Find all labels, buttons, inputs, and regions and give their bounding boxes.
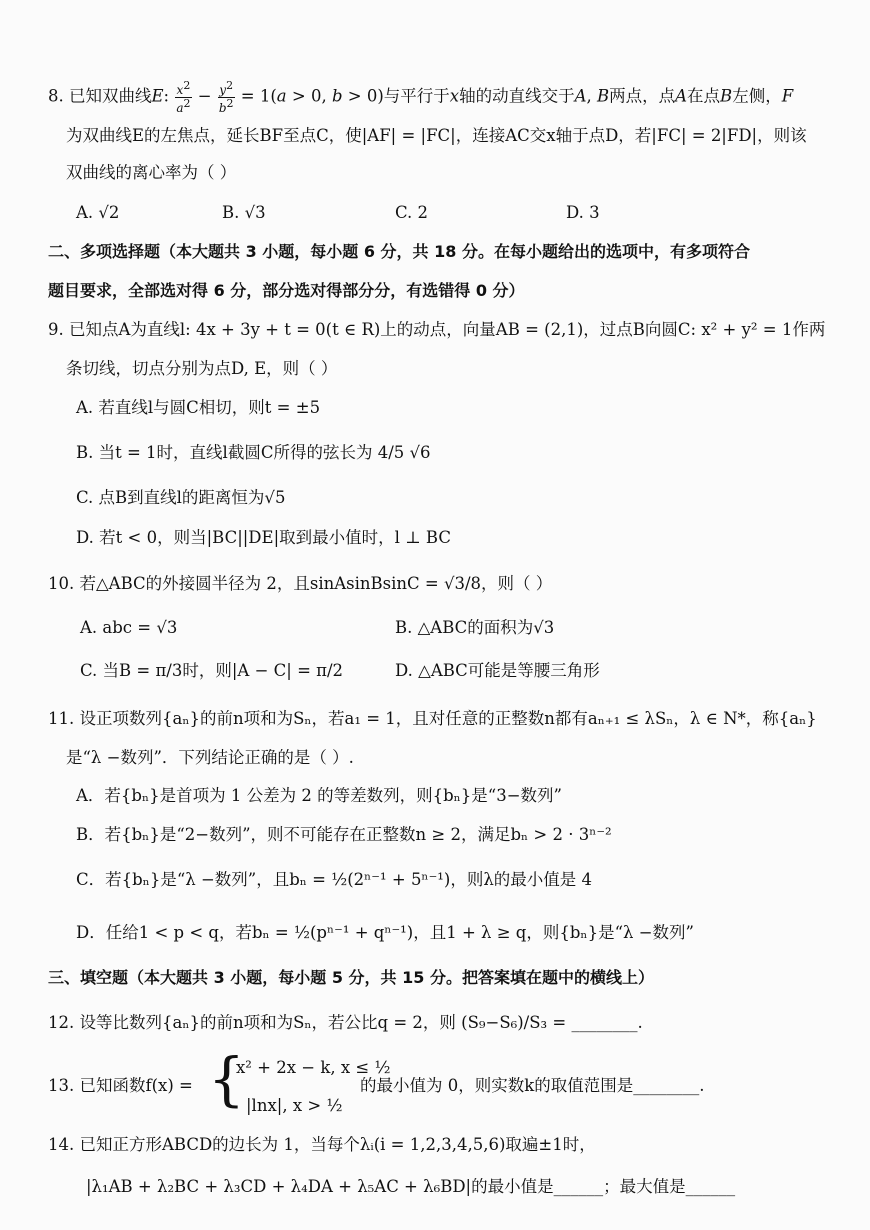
- q8-option-d: D. 3: [566, 203, 600, 222]
- q10-option-c: C. 当B = π/3时，则|A − C| = π/2: [80, 661, 344, 680]
- q12-line1: 12. 设等比数列{aₙ}的前n项和为Sₙ，若公比q = 2，则 (S₉−S₆)/S₃ = ________.: [48, 1013, 643, 1032]
- q8-option-c: C. 2: [395, 203, 429, 222]
- q10-option-d: D. △ABC可能是等腰三角形: [395, 661, 600, 680]
- q11-option-a: A．若{bₙ}是首项为 1 公差为 2 的等差数列，则{bₙ}是“3−数列”: [76, 786, 562, 805]
- q14-line2: |λ₁AB + λ₂BC + λ₃CD + λ₄DA + λ₅AC + λ₆BD|的最小值是______；最大值是______: [86, 1177, 736, 1196]
- q8-stem-start: 8. 已知双曲线: [48, 86, 152, 106]
- q9-option-a: A. 若直线l与圆C相切，则t = ±5: [76, 398, 321, 417]
- q8-line2: 为双曲线E的左焦点，延长BF至点C，使|AF| = |FC|，连接AC交x轴于点D，若|FC| = 2|FD|，则该: [66, 126, 807, 145]
- q11-option-d: D．任给1 < p < q，若bₙ = ½(pⁿ⁻¹ + qⁿ⁻¹)，且1 + λ ≥ q，则{bₙ}是“λ −数列”: [76, 923, 694, 942]
- section2-heading-line1: 二、多项选择题（本大题共 3 小题，每小题 6 分，共 18 分。在每小题给出的选项中，有多项符合: [48, 242, 750, 261]
- section2-heading-line2: 题目要求，全部选对得 6 分，部分选对得部分分，有选错得 0 分）: [48, 281, 525, 300]
- q8-line3: 双曲线的离心率为（ ）: [66, 163, 237, 182]
- q13-brace: {: [208, 1045, 245, 1113]
- q8-option-a: A. √2: [76, 203, 120, 222]
- section3-heading: 三、填空题（本大题共 3 小题，每小题 5 分，共 15 分。把答案填在题中的横线上）: [48, 968, 654, 987]
- q9-line2: 条切线，切点分别为点D, E，则（ ）: [66, 359, 338, 378]
- q8-line1: 8. 已知双曲线E: $\frac{x^2}{a^2}$ − $\frac{y^2}{b^2}$ = 1(a > 0, b > 0)与平行于x轴的动直线交于A, B两点，点A在点B左侧，F: [48, 79, 794, 115]
- q10-option-a: A. abc = √3: [80, 618, 178, 637]
- q13-case1: x² + 2x − k, x ≤ ½: [236, 1058, 391, 1077]
- q13-tail: 的最小值为 0，则实数k的取值范围是________.: [360, 1076, 705, 1095]
- q9-option-d: D. 若t < 0，则当|BC||DE|取到最小值时，l ⊥ BC: [76, 528, 451, 547]
- q9-option-b: B. 当t = 1时，直线l截圆C所得的弦长为 4/5 √6: [76, 443, 431, 462]
- q10-line1: 10. 若△ABC的外接圆半径为 2，且sinAsinBsinC = √3/8，则（ ）: [48, 574, 553, 593]
- q9-line1: 9. 已知点A为直线l: 4x + 3y + t = 0(t ∈ R)上的动点，向量AB = (2,1)，过点B向圆C: x² + y² = 1作两: [48, 320, 826, 339]
- q11-option-b: B．若{bₙ}是“2−数列”，则不可能存在正整数n ≥ 2，满足bₙ > 2 · 3ⁿ⁻²: [76, 825, 612, 844]
- q9-option-c: C. 点B到直线l的距离恒为√5: [76, 488, 286, 507]
- q14-line1: 14. 已知正方形ABCD的边长为 1，当每个λᵢ(i = 1,2,3,4,5,6)取遍±1时，: [48, 1135, 596, 1154]
- q11-line1: 11. 设正项数列{aₙ}的前n项和为Sₙ，若a₁ = 1，且对任意的正整数n都有aₙ₊₁ ≤ λSₙ，λ ∈ N*，称{aₙ}: [48, 709, 817, 728]
- q11-option-c: C．若{bₙ}是“λ −数列”，且bₙ = ½(2ⁿ⁻¹ + 5ⁿ⁻¹)，则λ的最小值是 4: [76, 870, 593, 889]
- q10-option-b: B. △ABC的面积为√3: [395, 618, 555, 637]
- q13-function-label: 13. 已知函数f(x) =: [48, 1076, 193, 1095]
- q11-line2: 是“λ −数列”．下列结论正确的是（ ）.: [66, 748, 354, 767]
- q8-option-b: B. √3: [222, 203, 266, 222]
- q13-case2: |lnx|, x > ½: [246, 1096, 343, 1115]
